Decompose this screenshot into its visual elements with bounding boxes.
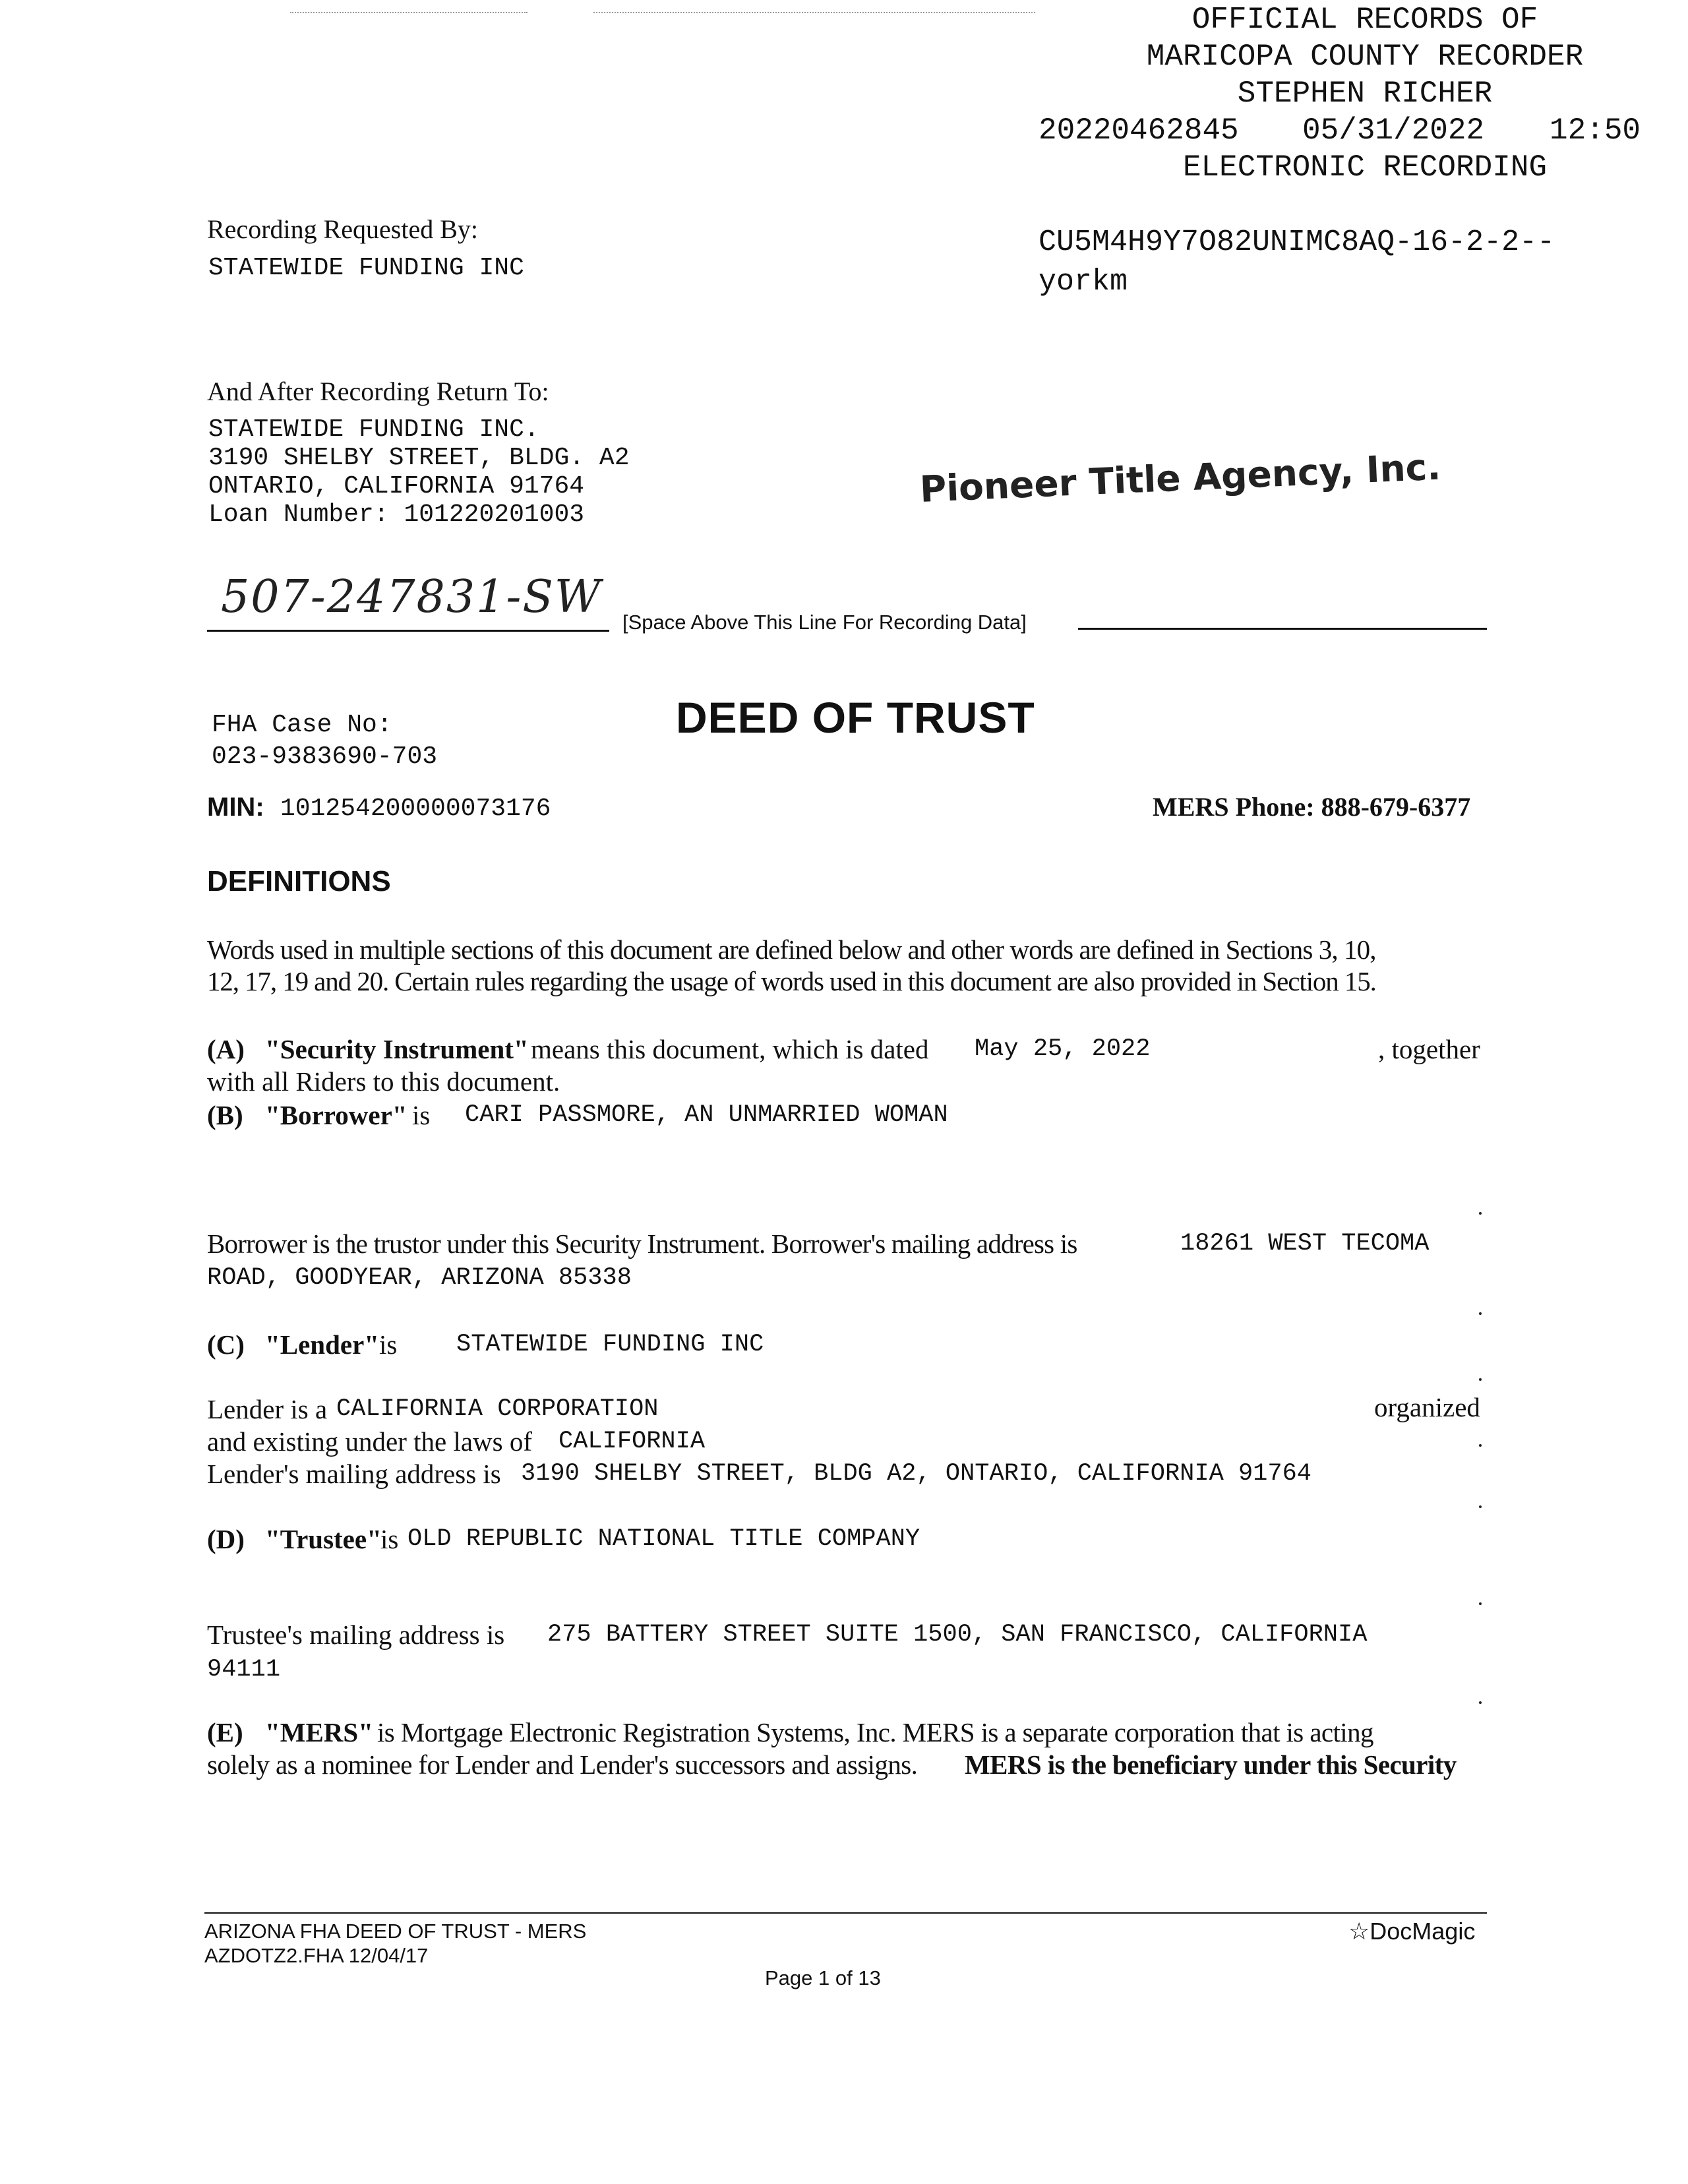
page-number: Page 1 of 13 [765, 1966, 881, 1989]
recorder-doc-number: 20220462845 [1039, 113, 1239, 148]
lender-existing-laws: and existing under the laws of [207, 1426, 533, 1457]
definition-e-letter: (E) [207, 1717, 243, 1747]
definition-e-line-2: solely as a nominee for Lender and Lender's successors and assigns. [207, 1749, 918, 1780]
scan-dot [1479, 1701, 1482, 1704]
definitions-intro-line-1: Words used in multiple sections of this document are defined below and other words are defined in Sections 3, 10, [207, 934, 1376, 965]
lender-name: STATEWIDE FUNDING INC [456, 1331, 764, 1358]
security-instrument-date: May 25, 2022 [975, 1035, 1151, 1063]
trustee-address-line-2: 94111 [207, 1656, 281, 1684]
definition-e-text: is Mortgage Electronic Registration Systems, Inc. MERS is a separate corporation that is acting [377, 1717, 1373, 1747]
definition-c-letter: (C) [207, 1329, 245, 1360]
definition-b-is: is [412, 1100, 431, 1130]
recorder-line-2: MARICOPA COUNTY RECORDER [1146, 40, 1584, 74]
min-number: 101254200000073176 [280, 795, 551, 823]
definition-b-letter: (B) [207, 1100, 243, 1130]
definition-a-letter: (A) [207, 1034, 245, 1064]
definition-c-is: is [379, 1329, 398, 1360]
definition-d-is: is [380, 1524, 399, 1554]
space-above-label: [Space Above This Line For Recording Data] [622, 611, 1027, 634]
definition-e-term: "MERS" [265, 1717, 373, 1747]
return-to-line-1: STATEWIDE FUNDING INC. [208, 415, 539, 444]
handwritten-file-number: 507-247831-SW [221, 571, 602, 623]
requested-by-label: Recording Requested By: [207, 214, 479, 244]
scan-dot [1479, 1378, 1482, 1381]
requested-by-name: STATEWIDE FUNDING INC [208, 254, 524, 282]
trustee-address-label: Trustee's mailing address is [207, 1620, 505, 1650]
recorder-date: 05/31/2022 [1302, 113, 1485, 148]
loan-number: Loan Number: 101220201003 [208, 501, 585, 529]
definition-a-text: means this document, which is dated [531, 1034, 929, 1064]
footer-brand [1348, 1918, 1475, 1945]
lender-is-a: Lender is a [207, 1394, 328, 1424]
footer-form-code: AZDOTZ2.FHA 12/04/17 [204, 1944, 429, 1967]
min-label: MIN: [207, 793, 264, 822]
recording-line-left [207, 630, 609, 632]
fha-case-number: 023-9383690-703 [212, 743, 438, 771]
return-to-label: And After Recording Return To: [207, 377, 549, 406]
scan-dot [1479, 1312, 1482, 1315]
trustee-name: OLD REPUBLIC NATIONAL TITLE COMPANY [407, 1525, 920, 1553]
recorder-time: 12:50 [1550, 113, 1641, 148]
scan-artifact-line [593, 12, 1035, 13]
borrower-name: CARI PASSMORE, AN UNMARRIED WOMAN [465, 1101, 948, 1129]
scan-dot [1479, 1212, 1482, 1215]
recorder-line-1: OFFICIAL RECORDS OF [1191, 3, 1538, 37]
footer-brand-label: DocMagic [1370, 1918, 1476, 1945]
lender-state: CALIFORNIA [558, 1428, 706, 1455]
footer-rule [204, 1912, 1487, 1914]
definition-c-term: "Lender" [265, 1329, 380, 1360]
scan-dot [1479, 1505, 1482, 1508]
definitions-heading: DEFINITIONS [207, 865, 391, 897]
mers-phone: MERS Phone: 888-679-6377 [1153, 792, 1471, 822]
borrower-address-line-2: ROAD, GOODYEAR, ARIZONA 85338 [207, 1264, 632, 1292]
definition-a-line-2: with all Riders to this document. [207, 1066, 560, 1097]
document-title: DEED OF TRUST [676, 693, 1035, 742]
scan-artifact-line [290, 12, 528, 13]
lender-address: 3190 SHELBY STREET, BLDG A2, ONTARIO, CALIFORNIA 91764 [521, 1460, 1311, 1488]
star-icon: ☆ [1348, 1918, 1370, 1945]
definition-d-letter: (D) [207, 1524, 245, 1554]
recorder-line-3: STEPHEN RICHER [1237, 76, 1493, 111]
definition-e-line-2-bold: MERS is the beneficiary under this Security [965, 1749, 1457, 1780]
title-agency-stamp: Pioneer Title Agency, Inc. [919, 445, 1442, 510]
trustee-address-line-1: 275 BATTERY STREET SUITE 1500, SAN FRANCISCO, CALIFORNIA [547, 1621, 1368, 1649]
borrower-address-line-1: 18261 WEST TECOMA [1180, 1230, 1430, 1258]
recording-code-line-1: CU5M4H9Y7O82UNIMC8AQ-16-2-2-- [1039, 226, 1555, 259]
footer-form-name: ARIZONA FHA DEED OF TRUST - MERS [204, 1920, 587, 1943]
lender-address-label: Lender's mailing address is [207, 1459, 501, 1489]
return-to-line-2: 3190 SHELBY STREET, BLDG. A2 [208, 444, 630, 472]
recording-code-line-2: yorkm [1039, 265, 1128, 299]
recording-line-right [1078, 628, 1487, 630]
return-to-line-3: ONTARIO, CALIFORNIA 91764 [208, 472, 585, 501]
scan-dot [1479, 1602, 1482, 1605]
fha-case-label: FHA Case No: [212, 711, 392, 739]
borrower-trustor-text: Borrower is the trustor under this Security Instrument. Borrower's mailing address is [207, 1228, 1077, 1259]
definitions-intro-line-2: 12, 17, 19 and 20. Certain rules regarding the usage of words used in this document are also provided in Section 15. [207, 966, 1376, 996]
definition-d-term: "Trustee" [265, 1524, 382, 1554]
definition-b-term: "Borrower" [265, 1100, 407, 1130]
definition-a-term: "Security Instrument" [265, 1034, 529, 1064]
scan-dot [1479, 1444, 1482, 1447]
recorder-line-5: ELECTRONIC RECORDING [1182, 150, 1548, 185]
definition-a-together: , together [1378, 1034, 1480, 1064]
lender-organized: organized [1374, 1392, 1480, 1422]
lender-type: CALIFORNIA CORPORATION [336, 1395, 659, 1423]
